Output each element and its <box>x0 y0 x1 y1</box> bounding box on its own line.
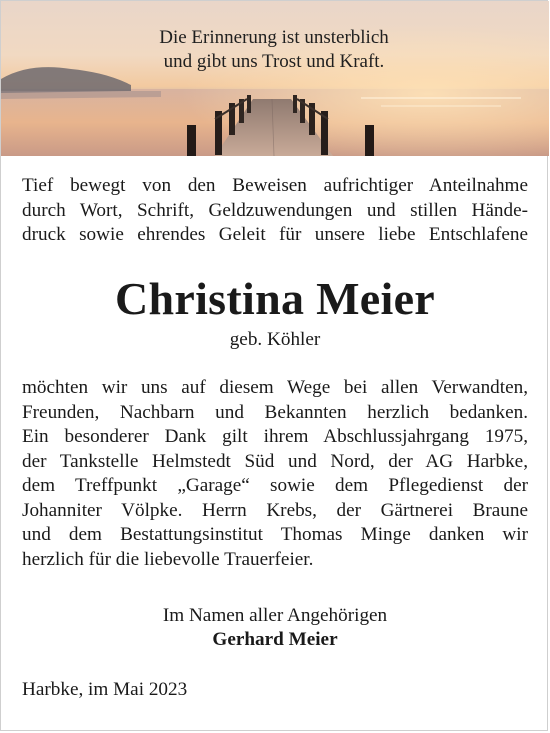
thanks-line: möchten wir uns auf diesem Wege bei allen Verwandten, <box>22 377 528 398</box>
signer-name: Gerhard Meier <box>212 629 338 650</box>
motto <box>0 26 548 74</box>
thanks-line: herzlich für die liebevolle Trauerfeier. <box>22 548 314 570</box>
motto-line: Die Erinnerung ist unsterblich <box>159 27 389 48</box>
deceased-name: Christina Meier <box>114 273 436 324</box>
intro-line: durch Wort, Schrift, Geldzuwendungen und stillen Hände- <box>22 199 528 221</box>
thanks-paragraph <box>22 376 528 572</box>
maiden-name: geb. Köhler <box>229 329 321 350</box>
closing-phrase: Im Namen aller Angehörigen <box>162 605 388 626</box>
thanks-line: Ein besonderer Dank gilt ihrem Abschlussjahrgang 1975, <box>22 426 528 447</box>
thanks-line: Johanniter Völpke. Herrn Krebs, der Gärtnerei Braune <box>22 499 528 521</box>
intro-paragraph <box>22 174 528 248</box>
header-image <box>1 1 549 156</box>
motto-line: und gibt uns Trost und Kraft. <box>163 51 385 72</box>
thanks-line: und dem Bestattungsinstitut Thomas Minge danken wir <box>22 524 528 545</box>
thanks-line: dem Treffpunkt „Garage“ sowie dem Pflegedienst der <box>22 475 528 496</box>
closing-block <box>0 604 550 652</box>
thanks-line: der Tankstelle Helmstedt Süd und Nord, der AG Harbke, <box>22 450 528 472</box>
thanks-line: Freunden, Nachbarn und Bekannten herzlich bedanken. <box>22 401 528 423</box>
intro-line: druck sowie ehrendes Geleit für unsere liebe Entschlafene <box>22 224 528 245</box>
intro-line: Tief bewegt von den Beweisen aufrichtiger Anteilnahme <box>22 175 528 196</box>
place-date: Harbke, im Mai 2023 <box>22 679 188 700</box>
jetty-sunset-illustration <box>1 1 549 156</box>
